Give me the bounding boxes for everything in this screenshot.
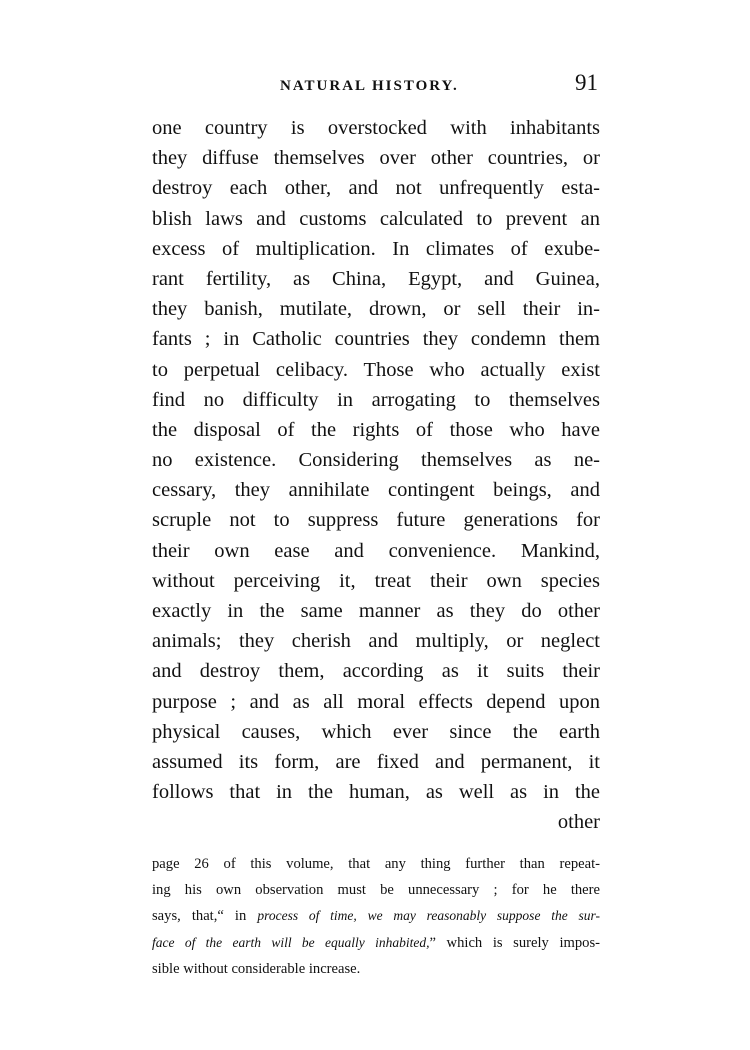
footnote-line	[152, 930, 600, 956]
footnote-text: says, that,“ in	[152, 908, 258, 925]
body-line: without perceiving it, treat their own species	[152, 569, 600, 592]
body-line: animals; they cherish and multiply, or neglect	[152, 630, 600, 653]
body-text	[152, 113, 600, 838]
body-line: they banish, mutilate, drown, or sell their in-	[152, 298, 600, 321]
body-line: fants ; in Catholic countries they condemn them	[152, 328, 600, 351]
footnote-italic-text: face of the earth will be equally inhabited,	[152, 934, 430, 950]
body-line: excess of multiplication. In climates of exube-	[152, 237, 600, 260]
page-number: 91	[575, 70, 598, 95]
footnote-line	[152, 903, 600, 929]
footnote-line: sible without considerable increase.	[152, 960, 361, 977]
body-line: physical causes, which ever since the earth	[152, 720, 600, 743]
body-line: follows that in the human, as well as in the	[152, 781, 600, 804]
body-line: no existence. Considering themselves as ne-	[152, 449, 600, 472]
body-line: rant fertility, as China, Egypt, and Guinea,	[152, 267, 600, 290]
catchword: other	[557, 811, 600, 834]
body-line: to perpetual celibacy. Those who actually exist	[152, 358, 600, 381]
body-line: and destroy them, according as it suits their	[152, 660, 600, 683]
running-head	[152, 72, 600, 102]
footnote-line: ing his own observation must be unnecessary ; for he there	[152, 882, 600, 899]
body-line: blish laws and customs calculated to prevent an	[152, 207, 600, 230]
body-line: exactly in the same manner as they do other	[152, 600, 600, 622]
body-line: one country is overstocked with inhabitants	[152, 117, 600, 139]
body-line: the disposal of the rights of those who have	[152, 418, 600, 441]
footnote-text: ” which is surely impos-	[429, 934, 601, 951]
body-line: destroy each other, and not unfrequently esta-	[152, 177, 600, 200]
body-line: their own ease and convenience. Mankind,	[152, 539, 600, 562]
body-line: scruple not to suppress future generations for	[152, 509, 600, 532]
footnote-line: page 26 of this volume, that any thing further than repeat-	[152, 856, 600, 872]
body-line: they diffuse themselves over other countries, or	[152, 147, 600, 170]
body-line: purpose ; and as all moral effects depend upon	[152, 690, 600, 713]
running-title: NATURAL HISTORY.	[280, 78, 459, 94]
body-line: cessary, they annihilate contingent beings, and	[152, 479, 600, 502]
footnote	[152, 851, 600, 982]
body-line: assumed its form, are fixed and permanent, it	[152, 750, 600, 773]
footnote-italic-text: process of time, we may reasonably suppose the sur-	[257, 908, 600, 924]
body-line: find no difficulty in arrogating to themselves	[152, 388, 600, 411]
